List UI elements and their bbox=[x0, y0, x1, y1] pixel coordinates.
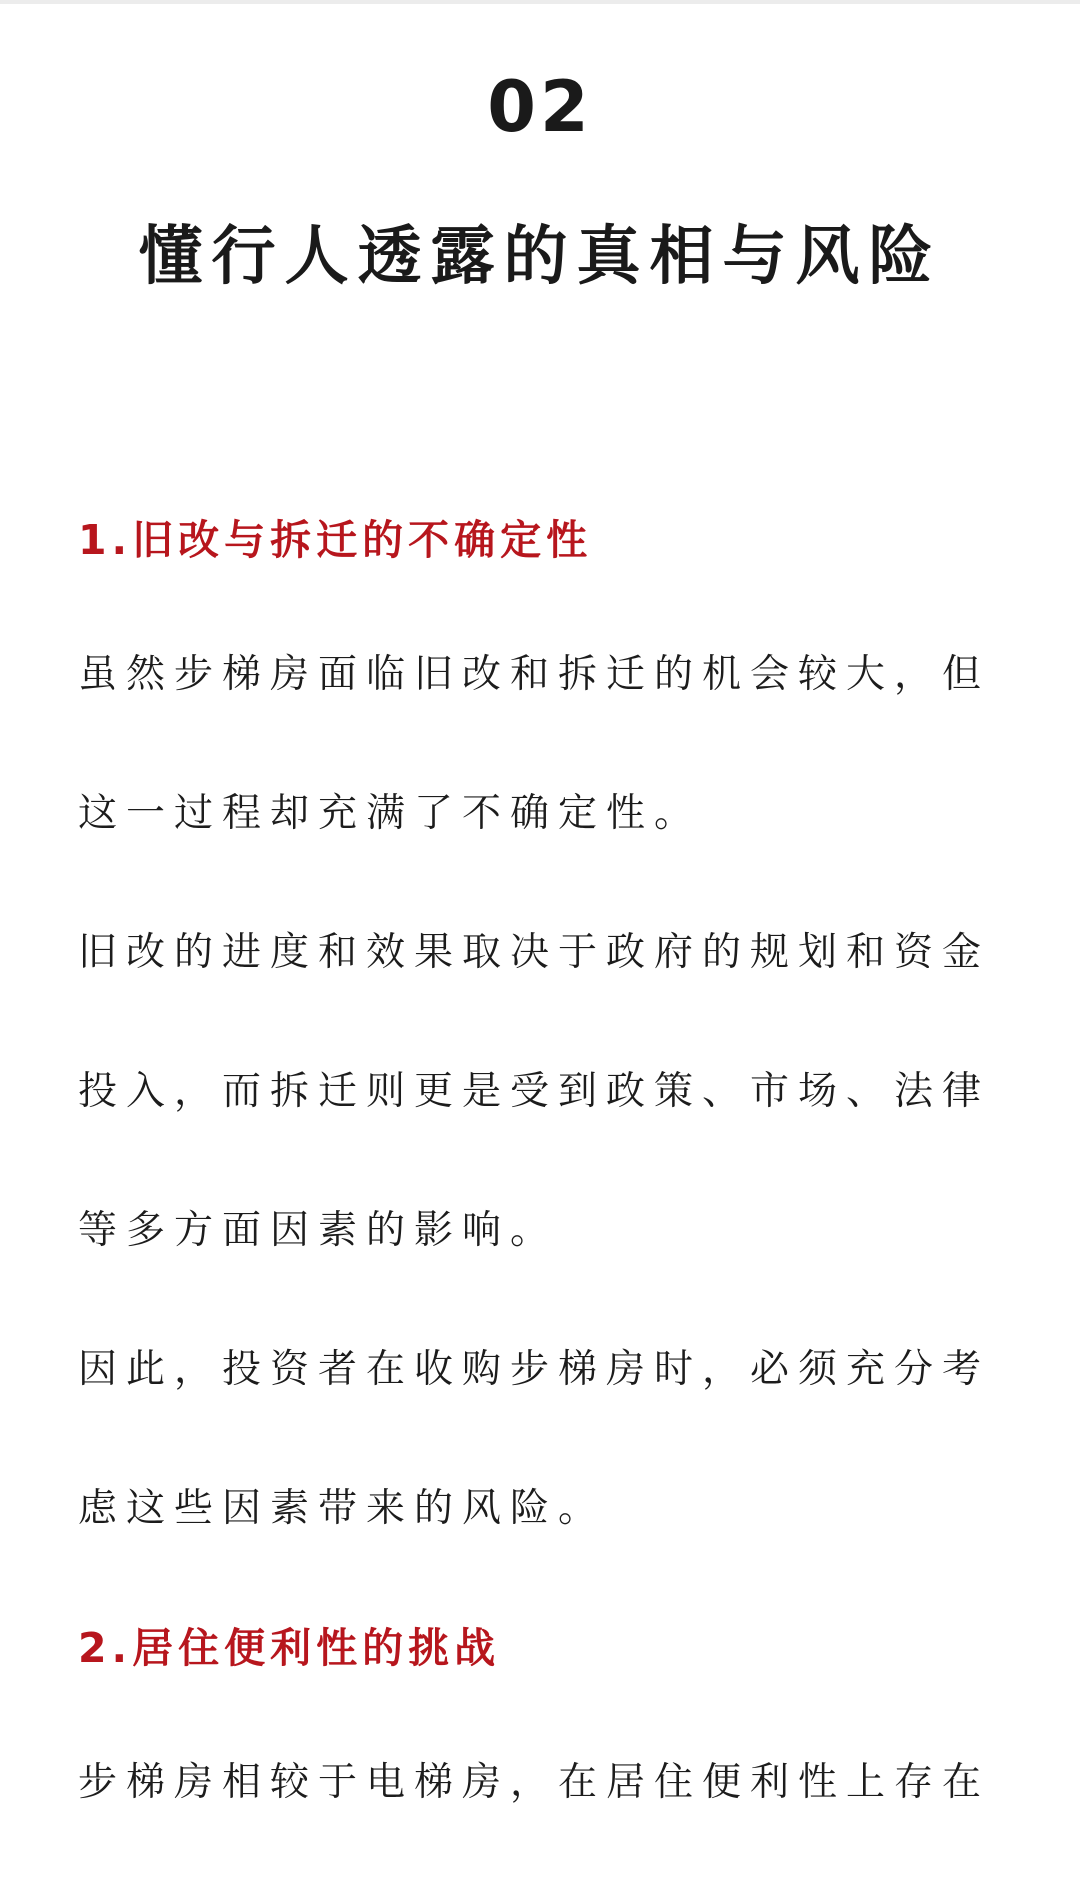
paragraph-progress-factors: 旧改的进度和效果取决于政府的规划和资金投入，而拆迁则更是受到政策、市场、法律等多方面因素的影响。 bbox=[78, 930, 991, 1253]
subheading-demolition-uncertainty: 1.旧改与拆迁的不确定性 bbox=[78, 516, 593, 564]
paragraph-uncertainty-intro: 虽然步梯房面临旧改和拆迁的机会较大，但这一过程却充满了不确定性。 bbox=[78, 652, 991, 836]
paragraph-convenience-intro: 步梯房相较于电梯房，在居住便利性上存在 bbox=[78, 1760, 991, 1805]
subheading-living-convenience: 2.居住便利性的挑战 bbox=[78, 1624, 501, 1672]
top-divider bbox=[0, 0, 1080, 4]
section-title: 懂行人透露的真相与风险 bbox=[138, 220, 942, 294]
section-number: 02 bbox=[487, 66, 593, 148]
article-body bbox=[78, 500, 1008, 1852]
paragraph-investor-risk: 因此，投资者在收购步梯房时，必须充分考虑这些因素带来的风险。 bbox=[78, 1347, 991, 1531]
